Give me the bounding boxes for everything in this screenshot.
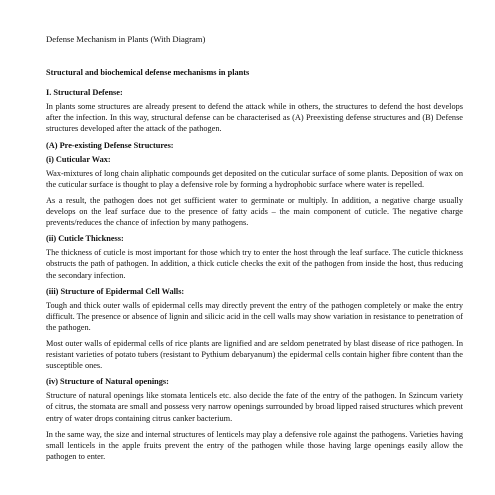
cuticular-wax-paragraph-2: As a result, the pathogen does not get sufficient water to germinate or multiply. In addition, a negative charge usually develops on the leaf surface due to the presence of fatty acids – the main component of cuticle. The negative charge prevents/reduces the chance of infection by many pathogens.: [46, 195, 463, 228]
section-title: Structural and biochemical defense mechanisms in plants: [46, 68, 250, 78]
structural-defense-intro: In plants some structures are already present to defend the attack while in others, the structures to defend the host develops after the infection. In this way, structural defense can be characterised as (A) Preexisting defense structures and (B) Defense structures developed after the attack of the pathogen.: [46, 102, 463, 134]
epidermal-walls-paragraph-1: Tough and thick outer walls of epidermal cells may directly prevent the entry of the pathogen completely or make the entry difficult. The presence or absence of lignin and silicic acid in the cell walls may show variation in resistance to penetration of the pathogen.: [46, 300, 463, 332]
cuticular-wax-heading: (i) Cuticular Wax:: [46, 154, 111, 164]
cuticular-wax-paragraph-1: Wax-mixtures of long chain aliphatic compounds get deposited on the cuticular surface of some plants. Deposition of wax on the cuticular surface is thought to play a defensive role by forming a hydrophobic surface where water is repelled.: [46, 168, 463, 189]
document-title: Defense Mechanism in Plants (With Diagram): [46, 34, 206, 44]
epidermal-walls-paragraph-2: Most outer walls of epidermal cells of rice plants are lignified and are seldom penetrated by blast disease of rice pathogen. In resistant varieties of potato tubers (resistant to Pythium debaryanum) the epidermal cells contain higher fibre content than the susceptible ones.: [46, 338, 463, 371]
structural-defense-heading: I. Structural Defense:: [46, 88, 123, 98]
cuticle-thickness-heading: (ii) Cuticle Thickness:: [46, 234, 124, 244]
natural-openings-heading: (iv) Structure of Natural openings:: [46, 377, 169, 387]
natural-openings-paragraph-1: Structure of natural openings like stomata lenticels etc. also decide the fate of the entry of the pathogen. In Szincum variety of citrus, the stomata are small and possess very narrow openings surrounded by broad lipped raised structures which prevent entry of water drops containing citrus canker bacterium.: [46, 391, 463, 423]
epidermal-walls-heading: (iii) Structure of Epidermal Cell Walls:: [46, 286, 185, 296]
natural-openings-paragraph-2: In the same way, the size and internal structures of lenticels may play a defensive role against the pathogens. Varieties having small lenticels in the apple fruits prevent the entry of the pathogen while those having large openings easily allow the pathogen to enter.: [46, 429, 463, 461]
pre-existing-structures-heading: (A) Pre-existing Defense Structures:: [46, 140, 174, 150]
document-page: [46, 34, 463, 467]
cuticle-thickness-paragraph-1: The thickness of cuticle is most important for those which try to enter the host through the leaf surface. The cuticle thickness obstructs the path of pathogen. In addition, a thick cuticle checks the exit of the pathogen from inside the host, thus reducing the secondary infection.: [46, 248, 463, 280]
